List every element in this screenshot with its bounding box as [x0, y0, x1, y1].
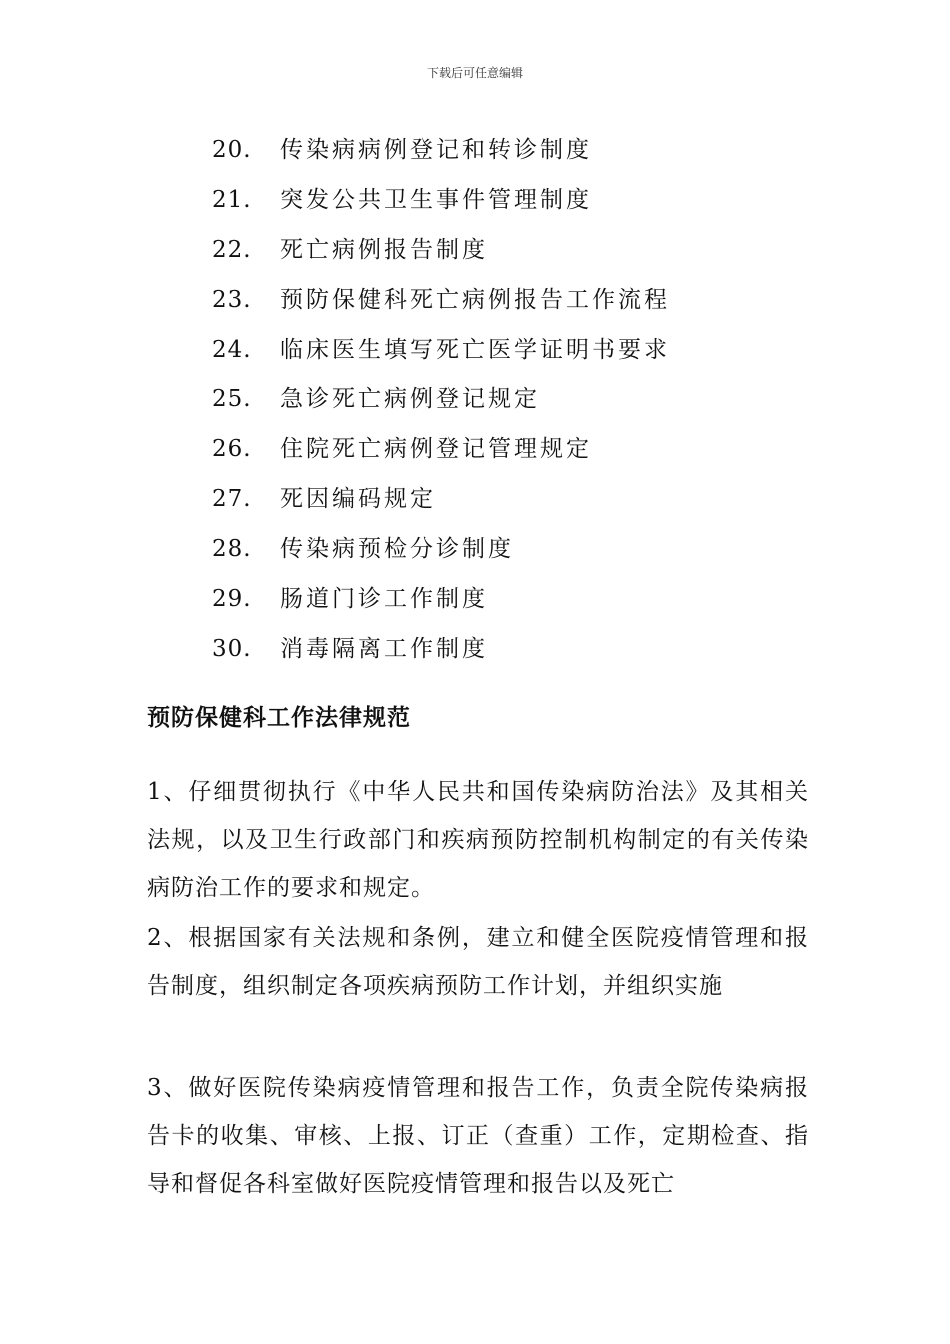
- page-header: 下载后可任意编辑: [426, 66, 523, 80]
- list-item-text: 消毒隔离工作制度: [280, 635, 488, 662]
- list-item-number: 27.: [212, 486, 252, 513]
- list-item-number: 22.: [212, 236, 252, 263]
- list-item-text: 急诊死亡病例登记规定: [280, 386, 540, 413]
- list-item-text: 死亡病例报告制度: [280, 236, 488, 263]
- list-item-number: 28.: [212, 536, 252, 563]
- paragraph-1-block: [147, 768, 809, 912]
- document-list: [212, 128, 670, 677]
- paragraph-2-block: [147, 914, 809, 1010]
- list-item-text: 预防保健科死亡病例报告工作流程: [280, 286, 670, 313]
- paragraph-3-block: [147, 1064, 809, 1208]
- list-item: [212, 577, 670, 627]
- list-item-text: 传染病预检分诊制度: [280, 536, 514, 563]
- paragraph: 1、仔细贯彻执行《中华人民共和国传染病防治法》及其相关法规，以及卫生行政部门和疾病预防控制机构制定的有关传染病防治工作的要求和规定。: [147, 779, 809, 901]
- list-item: [212, 627, 670, 677]
- paragraph: 2、根据国家有关法规和条例，建立和健全医院疫情管理和报告制度，组织制定各项疾病预防工作计划，并组织实施: [147, 925, 809, 999]
- list-item-number: 26.: [212, 436, 252, 463]
- list-item-number: 20.: [212, 137, 252, 163]
- list-item: [212, 377, 670, 427]
- list-item-number: 25.: [212, 386, 252, 413]
- list-item-text: 传染病病例登记和转诊制度: [280, 137, 592, 163]
- list-item-text: 住院死亡病例登记管理规定: [280, 436, 592, 463]
- list-item: [212, 527, 670, 577]
- paragraph: 3、做好医院传染病疫情管理和报告工作，负责全院传染病报告卡的收集、审核、上报、订正（查重）工作，定期检查、指导和督促各科室做好医院疫情管理和报告以及死亡: [147, 1075, 809, 1197]
- list-item-number: 29.: [212, 586, 252, 613]
- list-item: [212, 427, 670, 477]
- list-item-text: 临床医生填写死亡医学证明书要求: [280, 336, 670, 363]
- section-heading: 预防保健科工作法律规范: [147, 705, 411, 731]
- list-item: [212, 328, 670, 378]
- list-item-number: 21.: [212, 186, 252, 213]
- list-item: [212, 178, 670, 228]
- list-item: [212, 278, 670, 328]
- list-item-number: 30.: [212, 635, 252, 662]
- list-item-number: 23.: [212, 286, 252, 313]
- list-item-number: 24.: [212, 336, 252, 363]
- list-item-text: 死因编码规定: [280, 486, 436, 513]
- list-item-text: 突发公共卫生事件管理制度: [280, 186, 592, 213]
- list-item: [212, 477, 670, 527]
- list-item: [212, 228, 670, 278]
- list-item-text: 肠道门诊工作制度: [280, 586, 488, 613]
- list-item: [212, 128, 670, 178]
